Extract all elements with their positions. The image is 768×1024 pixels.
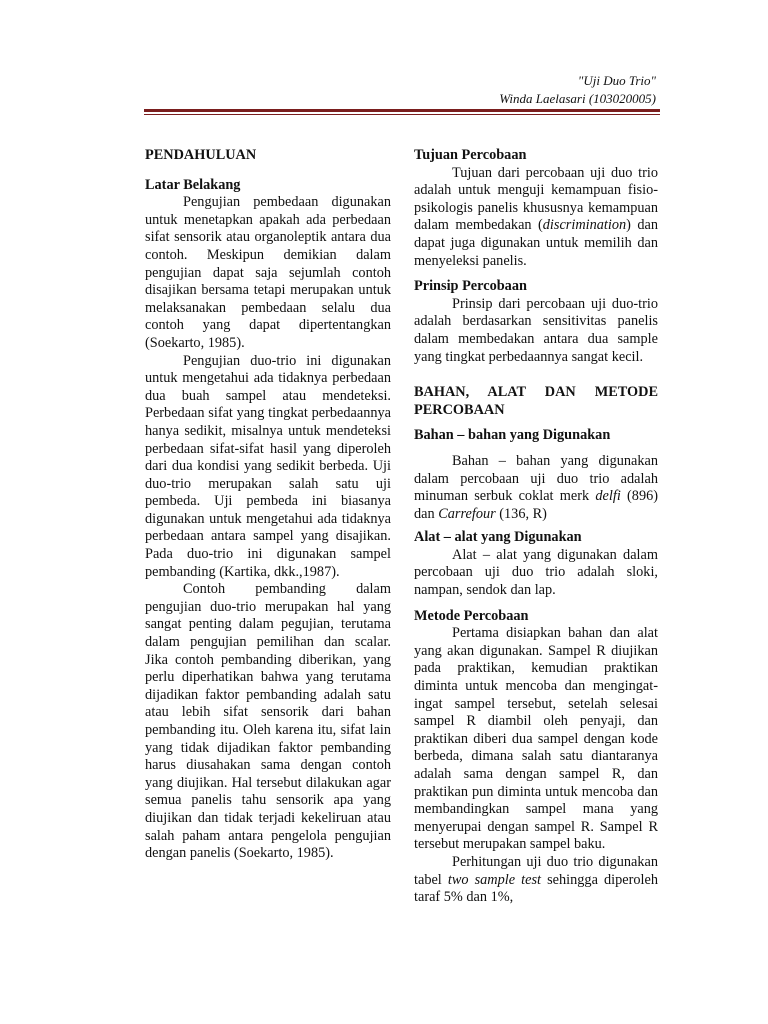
- paragraph-tujuan: Tujuan dari percobaan uji duo trio adalah untuk menguji kemampuan fisio-psikologis panelis khususnya kemampuan dalam membedakan (discrimination) dan dapat juga digunakan untuk memilih dan menyeleksi panelis.: [414, 164, 658, 269]
- paragraph-latar-1: Pengujian pembedaan digunakan untuk menetapkan apakah ada perbedaan sifat sensorik atau organoleptik antara dua contoh. Meskipun demikian dalam pengujian dapat saja sejumlah contoh disajikan bersama tetapi merupakan untuk melaksanakan pembedaan selalu dua contoh yang dapat dipertentangkan (Soekarto, 1985).: [145, 194, 391, 351]
- left-column: [145, 147, 391, 863]
- paragraph-latar-2: Pengujian duo-trio ini digunakan untuk mengetahui ada tidaknya perbedaan dua buah sampel atau mendeteksi. Perbedaan sifat yang tingkat perbedaannya hanya sedikit, misalnya untuk mendeteksi perbedaan sifat-sifat hasil yang diperoleh dari dua kondisi yang sedikit berbeda. Uji duo-trio merupakan salah satu uji pembeda. Uji pembeda ini biasanya digunakan untuk mengetahui ada tidaknya perbedaan antara sampel yang disajikan. Pada duo-trio ini digunakan sampel pembanding (Kartika, dkk.,1987).: [145, 352, 391, 580]
- term-two-sample-test: two sample test: [447, 871, 542, 888]
- heading-metode: Metode Percobaan: [414, 607, 529, 624]
- term-discrimination: discrimination: [542, 217, 627, 234]
- header-rule-thick: [144, 109, 660, 112]
- heading-prinsip: Prinsip Percobaan: [414, 278, 527, 295]
- running-header-title: "Uji Duo Trio": [577, 73, 656, 88]
- paragraph-alat: Alat – alat yang digunakan dalam percobaan uji duo trio adalah sloki, nampan, sendok dan lap.: [414, 546, 658, 599]
- brand-carrefour: Carrefour: [438, 505, 496, 522]
- heading-alat: Alat – alat yang Digunakan: [414, 529, 582, 546]
- paragraph-prinsip: Prinsip dari percobaan uji duo-trio adalah berdasarkan sensitivitas panelis dalam membedakan antara dua sample yang tingkat perbedaannya sangat kecil.: [414, 295, 658, 365]
- paragraph-bahan: Bahan – bahan yang digunakan dalam percobaan uji duo trio adalah minuman serbuk coklat merk delfi (896) dan Carrefour (136, R): [414, 452, 658, 522]
- brand-delfi: delfi: [595, 488, 621, 505]
- heading-latar-belakang: Latar Belakang: [145, 176, 241, 193]
- running-header-author: Winda Laelasari (103020005): [499, 91, 656, 106]
- section-title-pendahuluan: PENDAHULUAN: [145, 147, 257, 163]
- right-column: [414, 147, 658, 907]
- section-title-bahan-alat-metode: BAHAN, ALAT DAN METODE PERCOBAAN: [414, 384, 658, 418]
- heading-bahan: Bahan – bahan yang Digunakan: [414, 427, 611, 444]
- paragraph-perhitungan: Perhitungan uji duo trio digunakan tabel two sample test sehingga diperoleh taraf 5% dan 1%,: [414, 853, 658, 906]
- paragraph-latar-3: Contoh pembanding dalam pengujian duo-trio merupakan hal yang sangat penting dalam pegujian, terutama dalam pengujian pemilihan dan scalar. Jika contoh pembanding diberikan, yang perlu diperhatikan bahwa yang terutama dijadikan faktor pembanding adalah satu atau lebih sifat sensorik dari bahan pembanding itu. Oleh karena itu, sifat lain yang tidak dijadikan faktor pembanding harus diusahakan sama dengan contoh yang diujikan. Hal tersebut dilakukan agar semua panelis tahu sensorik apa yang diujikan dan tidak terjadi kekeliruan atau salah paham antara pengelola pengujian dengan panelis (Soekarto, 1985).: [145, 581, 391, 862]
- paragraph-metode: Pertama disiapkan bahan dan alat yang akan digunakan. Sampel R diujikan pada praktikan, kemudian praktikan diminta untuk mencoba dan mengingat-ingat sampel tersebut, setelah selesai sampel R diambil oleh penyaji, dan praktikan diberi dua sampel dengan kode berbeda, dimana salah satu diantaranya adalah sama dengan sampel R, dan praktikan pun diminta untuk mencoba dan membandingkan sampel mana yang menyerupai dengan sampel R. Sampel R tersebut merupakan sampel baku.: [414, 625, 658, 853]
- header-rule-thin: [144, 114, 660, 115]
- heading-tujuan: Tujuan Percobaan: [414, 147, 527, 163]
